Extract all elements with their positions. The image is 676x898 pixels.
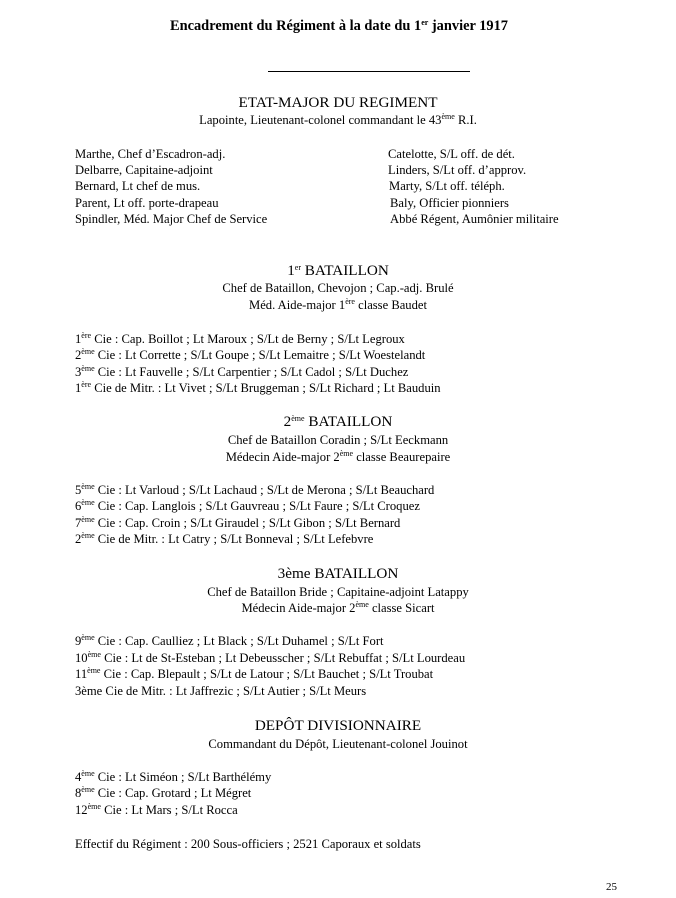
compagnie-line: 4ème Cie : Lt Siméon ; S/Lt Barthélémy — [75, 769, 272, 784]
staff-officer: Marthe, Chef d’Escadron-adj. — [75, 147, 226, 161]
compagnie-line: 1ère Cie de Mitr. : Lt Vivet ; S/Lt Bruggeman ; S/Lt Richard ; Lt Bauduin — [75, 380, 441, 395]
compagnie-line: 3ème Cie de Mitr. : Lt Jaffrezic ; S/Lt Autier ; S/Lt Meurs — [75, 684, 367, 698]
compagnie-line: 10ème Cie : Lt de St-Esteban ; Lt Debeusscher ; S/Lt Rebuffat ; S/Lt Lourdeau — [75, 650, 466, 665]
etat-major-heading: ETAT-MAJOR DU REGIMENT — [238, 94, 438, 111]
compagnie-line: 11ème Cie : Cap. Blepault ; S/Lt de Latour ; S/Lt Bauchet ; S/Lt Troubat — [75, 666, 434, 681]
compagnie-line: 2ème Cie : Lt Corrette ; S/Lt Goupe ; S/Lt Lemaitre ; S/Lt Woestelandt — [75, 347, 426, 362]
title-divider — [268, 71, 470, 72]
compagnie-line: 9ème Cie : Cap. Caulliez ; Lt Black ; S/Lt Duhamel ; S/Lt Fort — [75, 633, 384, 648]
effectif-summary: Effectif du Régiment : 200 Sous-officiers ; 2521 Caporaux et soldats — [75, 837, 421, 851]
compagnie-line: 2ème Cie de Mitr. : Lt Catry ; S/Lt Bonneval ; S/Lt Lefebvre — [75, 531, 374, 546]
compagnie-line: 8ème Cie : Cap. Grotard ; Lt Mégret — [75, 785, 252, 800]
staff-officer: Bernard, Lt chef de mus. — [75, 179, 201, 193]
staff-officer: Parent, Lt off. porte-drapeau — [75, 196, 219, 210]
compagnie-line: 6ème Cie : Cap. Langlois ; S/Lt Gauvreau ; S/Lt Faure ; S/Lt Croquez — [75, 498, 420, 513]
bataillon-2-chef: Chef de Bataillon Coradin ; S/Lt Eeckmann — [227, 433, 449, 447]
bataillon-3-medecin: Médecin Aide-major 2ème classe Sicart — [241, 600, 435, 615]
compagnie-line: 5ème Cie : Lt Varloud ; S/Lt Lachaud ; S/Lt de Merona ; S/Lt Beauchard — [75, 482, 435, 497]
page-number: 25 — [606, 881, 617, 893]
staff-officer: Catelotte, S/L off. de dét. — [388, 147, 515, 161]
bataillon-2-heading: 2ème BATAILLON — [283, 413, 393, 430]
compagnie-line: 3ème Cie : Lt Fauvelle ; S/Lt Carpentier ; S/Lt Cadol ; S/Lt Duchez — [75, 364, 409, 379]
etat-major-commander: Lapointe, Lieutenant-colonel commandant le 43ème R.I. — [199, 112, 477, 127]
bataillon-2-medecin: Médecin Aide-major 2ème classe Beaurepaire — [225, 449, 451, 464]
staff-officer: Marty, S/Lt off. téléph. — [389, 179, 505, 193]
staff-officer: Delbarre, Capitaine-adjoint — [75, 163, 213, 177]
depot-commandant: Commandant du Dépôt, Lieutenant-colonel Jouinot — [208, 737, 468, 751]
compagnie-line: 1ère Cie : Cap. Boillot ; Lt Maroux ; S/Lt de Berny ; S/Lt Legroux — [75, 331, 405, 346]
compagnie-line: 12ème Cie : Lt Mars ; S/Lt Rocca — [75, 802, 238, 817]
bataillon-1-chef: Chef de Bataillon, Chevojon ; Cap.-adj. Brulé — [222, 281, 454, 295]
compagnie-line: 7ème Cie : Cap. Croin ; S/Lt Giraudel ; S/Lt Gibon ; S/Lt Bernard — [75, 515, 401, 530]
staff-officer: Linders, S/Lt off. d’approv. — [388, 163, 527, 177]
staff-officer: Spindler, Méd. Major Chef de Service — [75, 212, 268, 226]
bataillon-3-chef: Chef de Bataillon Bride ; Capitaine-adjoint Latappy — [207, 585, 469, 599]
staff-officer: Abbé Régent, Aumônier militaire — [390, 212, 559, 226]
bataillon-3-heading: 3ème BATAILLON — [277, 565, 399, 582]
depot-heading: DEPÔT DIVISIONNAIRE — [254, 717, 422, 734]
staff-officer: Baly, Officier pionniers — [390, 196, 509, 210]
bataillon-1-medecin: Méd. Aide-major 1ère classe Baudet — [249, 297, 427, 312]
page-title: Encadrement du Régiment à la date du 1er janvier 1917 — [170, 18, 508, 34]
bataillon-1-heading: 1er BATAILLON — [287, 262, 389, 279]
